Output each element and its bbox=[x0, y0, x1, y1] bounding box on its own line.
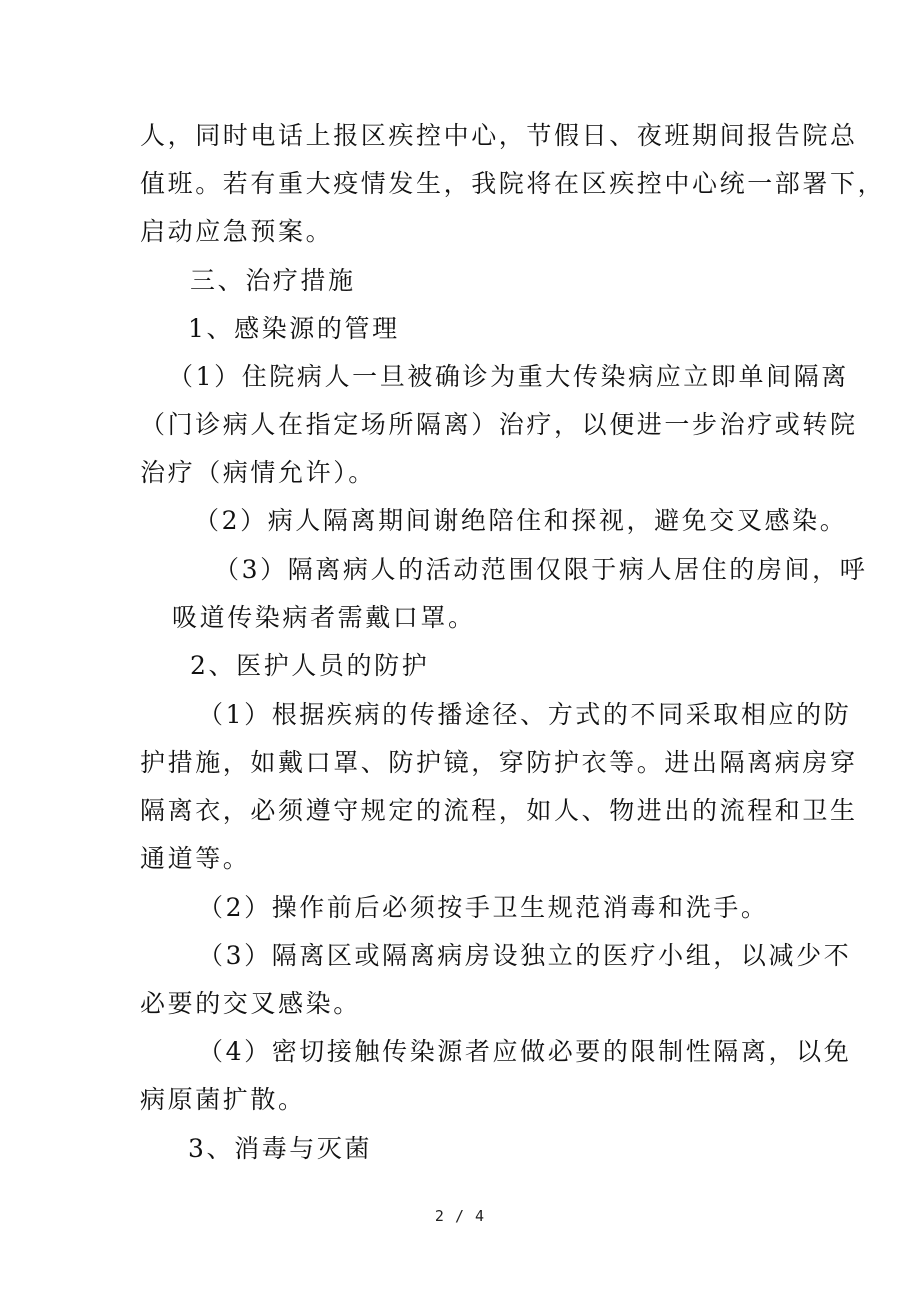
paragraph-line: （4）密切接触传染源者应做必要的限制性隔离，以免 bbox=[198, 1037, 852, 1066]
paragraph-line: 病原菌扩散。 bbox=[140, 1085, 306, 1114]
paragraph-line: （2）操作前后必须按手卫生规范消毒和洗手。 bbox=[198, 893, 769, 922]
paragraph-line: （门诊病人在指定场所隔离）治疗，以便进一步治疗或转院 bbox=[140, 410, 858, 439]
paragraph-line: （2）病人隔离期间谢绝陪住和探视，避免交叉感染。 bbox=[194, 506, 848, 535]
paragraph-line: 护措施，如戴口罩、防护镜，穿防护衣等。进出隔离病房穿 bbox=[140, 748, 858, 777]
subsection-heading: 2、医护人员的防护 bbox=[190, 651, 430, 680]
paragraph-line: 隔离衣，必须遵守规定的流程，如人、物进出的流程和卫生 bbox=[140, 796, 858, 825]
paragraph-line: 吸道传染病者需戴口罩。 bbox=[172, 603, 476, 632]
paragraph-line: 人，同时电话上报区疾控中心，节假日、夜班期间报告院总 bbox=[140, 121, 858, 150]
page-number: 2 / 4 bbox=[434, 1207, 486, 1225]
paragraph-line: 通道等。 bbox=[140, 844, 251, 873]
paragraph-line: （1）住院病人一旦被确诊为重大传染病应立即单间隔离 bbox=[168, 362, 849, 391]
paragraph-line: 必要的交叉感染。 bbox=[140, 989, 361, 1018]
paragraph-line: 治疗（病情允许）。 bbox=[140, 458, 376, 487]
paragraph-line: 启动应急预案。 bbox=[140, 217, 334, 246]
section-heading: 三、治疗措施 bbox=[190, 266, 356, 295]
paragraph-line: （3）隔离病人的活动范围仅限于病人居住的房间，呼 bbox=[214, 555, 868, 584]
paragraph-line: （3）隔离区或隔离病房设独立的医疗小组，以减少不 bbox=[198, 941, 852, 970]
subsection-heading: 3、消毒与灭菌 bbox=[188, 1134, 373, 1163]
paragraph-line: 值班。若有重大疫情发生，我院将在区疾控中心统一部署下， bbox=[140, 169, 886, 198]
paragraph-line: （1）根据疾病的传播途径、方式的不同采取相应的防 bbox=[198, 700, 852, 729]
subsection-heading: 1、感染源的管理 bbox=[188, 314, 400, 343]
